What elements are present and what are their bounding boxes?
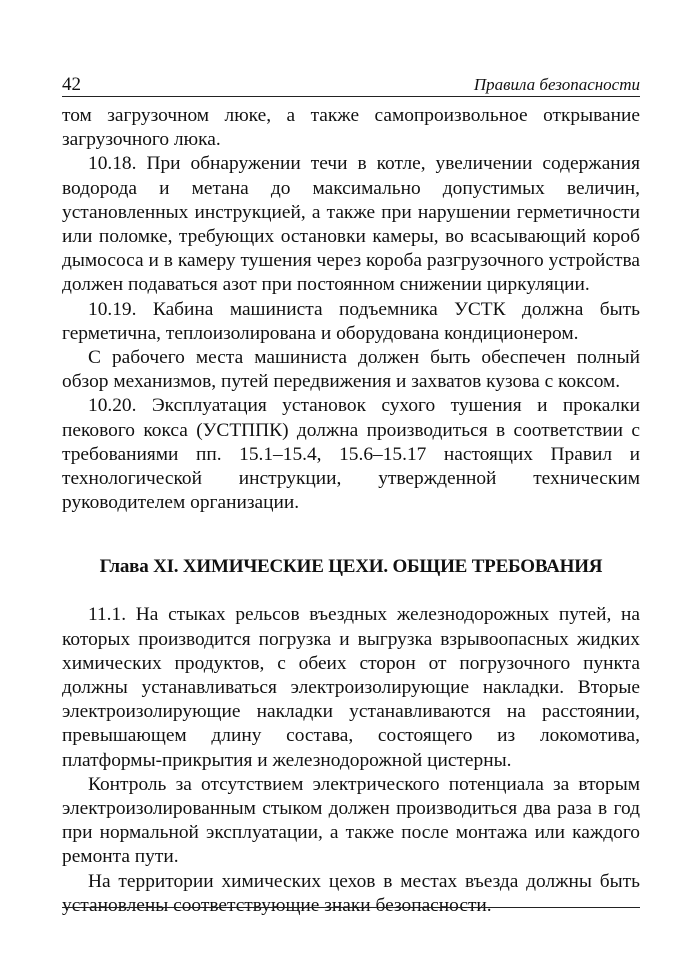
paragraph-10-18: 10.18. При обнаружении течи в котле, увеличении содержания водорода и метана до максимально допустимых величин, установленных инструкцией, а также при нарушении герметичности или поломке, требующих остановки камеры, во всасывающий короб дымососа и в камеру тушения через короба разгрузочного устройства должен подаваться азот при постоянном снижении циркуляции.	[62, 153, 640, 296]
page-body	[62, 104, 640, 918]
page-number: 42	[62, 74, 81, 95]
paragraph-cabin-view: С рабочего места машиниста должен быть обеспечен полный обзор механизмов, путей передвижения и захватов кузова с коксом.	[62, 347, 640, 393]
paragraph-potential-control: Контроль за отсутствием электрического потенциала за вторым электроизолированным стыком должен производиться два раза в год при нормальной эксплуатации, а также после монтажа или каждого ремонта пути.	[62, 773, 640, 868]
paragraph-10-19: 10.19. Кабина машиниста подъемника УСТК должна быть герметична, теплоизолирована и оборудована кондиционером.	[62, 298, 640, 344]
paragraph-safety-signs: На территории химических цехов в местах въезда должны быть установлены соответствующие знаки безопасности.	[62, 870, 640, 916]
paragraph-continuation: том загрузочном люке, а также самопроизвольное открывание загрузочного люка.	[62, 105, 640, 151]
page-header	[62, 74, 640, 97]
chapter-heading: Глава XI. ХИМИЧЕСКИЕ ЦЕХИ. ОБЩИЕ ТРЕБОВАНИЯ	[99, 556, 603, 578]
paragraph-10-20: 10.20. Эксплуатация установок сухого тушения и прокалки пекового кокса (УСТППК) должна производиться в соответствии с требованиями пп. 15.1–15.4, 15.6–15.17 настоящих Правил и технологической инструкции, утвержденной техническим руководителем организации.	[62, 395, 640, 514]
running-title: Правила безопасности	[473, 75, 640, 94]
footer-rule	[62, 907, 640, 908]
paragraph-11-1: 11.1. На стыках рельсов въездных железнодорожных путей, на которых производится погрузка и выгрузка взрывоопасных жидких химических продуктов, с обеих сторон от погрузочного пункта должны устанавливаться электроизолирующие накладки. Вторые электроизолирующие накладки устанавливаются на расстоянии, превышающем длину состава, состоящего из локомотива, платформы-прикрытия и железнодорожной цистерны.	[62, 604, 640, 771]
